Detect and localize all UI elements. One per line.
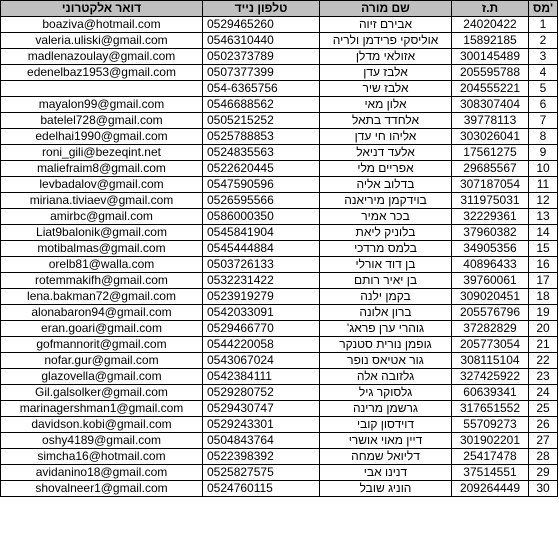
cell-id[interactable]: 308307404	[452, 97, 529, 113]
cell-email[interactable]: nofar.gur@gmail.com	[1, 353, 203, 369]
cell-phone[interactable]: 0545841904	[203, 225, 320, 241]
table-row	[1, 177, 558, 193]
cell-name[interactable]: דוידסון קובי	[320, 417, 452, 433]
cell-email[interactable]: maliefraim8@gmail.com	[1, 161, 203, 177]
cell-name[interactable]: אלבז עדן	[320, 65, 452, 81]
cell-name[interactable]: דנינו אבי	[320, 465, 452, 481]
table-row	[1, 193, 558, 209]
cell-num[interactable]: 25	[529, 401, 558, 417]
table-row	[1, 433, 558, 449]
cell-id[interactable]: 308115104	[452, 353, 529, 369]
cell-num[interactable]: 20	[529, 321, 558, 337]
table-row	[1, 225, 558, 241]
cell-id[interactable]: 300145489	[452, 49, 529, 65]
cell-phone[interactable]: 0525827575	[203, 465, 320, 481]
header-num[interactable]: מס'	[529, 1, 558, 17]
table-row	[1, 209, 558, 225]
cell-num[interactable]: 5	[529, 81, 558, 97]
cell-phone[interactable]: 0544220058	[203, 337, 320, 353]
cell-phone[interactable]: 0526595566	[203, 193, 320, 209]
table-row	[1, 337, 558, 353]
cell-id[interactable]: 55709273	[452, 417, 529, 433]
cell-name[interactable]: דיין מאוי אושרי	[320, 433, 452, 449]
table-row	[1, 65, 558, 81]
cell-email[interactable]: levbadalov@gmail.com	[1, 177, 203, 193]
cell-id[interactable]: 37960382	[452, 225, 529, 241]
cell-id[interactable]: 301902201	[452, 433, 529, 449]
cell-num[interactable]: 30	[529, 481, 558, 497]
table-row	[1, 49, 558, 65]
table-row	[1, 369, 558, 385]
cell-name[interactable]: גלסוקר גיל	[320, 385, 452, 401]
cell-name[interactable]: ברון אלונה	[320, 305, 452, 321]
cell-name[interactable]: בוידקמן מיריאנה	[320, 193, 452, 209]
cell-email[interactable]: edelhai1990@gmail.com	[1, 129, 203, 145]
cell-email[interactable]: shovalneer1@gmail.com	[1, 481, 203, 497]
table-row	[1, 161, 558, 177]
cell-num[interactable]: 9	[529, 145, 558, 161]
cell-num[interactable]: 11	[529, 177, 558, 193]
table-row	[1, 33, 558, 49]
table-row	[1, 481, 558, 497]
table-row	[1, 289, 558, 305]
cell-id[interactable]: 37514551	[452, 465, 529, 481]
cell-id[interactable]: 205595788	[452, 65, 529, 81]
header-name[interactable]: שם מורה	[320, 1, 452, 17]
cell-name[interactable]: בן יאיר רותם	[320, 273, 452, 289]
cell-name[interactable]: אבירם זיוה	[320, 17, 452, 33]
cell-num[interactable]: 26	[529, 417, 558, 433]
cell-phone[interactable]: 0502373789	[203, 49, 320, 65]
cell-id[interactable]: 37282829	[452, 321, 529, 337]
cell-num[interactable]: 10	[529, 161, 558, 177]
cell-email[interactable]: madlenazoulay@gmail.com	[1, 49, 203, 65]
header-phone[interactable]: טלפון נייד	[203, 1, 320, 17]
cell-name[interactable]: אוליסקי פרידמן ולריה	[320, 33, 452, 49]
cell-phone[interactable]: 0529465260	[203, 17, 320, 33]
table-row	[1, 465, 558, 481]
cell-email[interactable]: gofmannorit@gmail.com	[1, 337, 203, 353]
cell-id[interactable]: 40896433	[452, 257, 529, 273]
table-row	[1, 417, 558, 433]
table-row	[1, 113, 558, 129]
cell-id[interactable]: 24020422	[452, 17, 529, 33]
cell-phone[interactable]: 0542033091	[203, 305, 320, 321]
cell-email[interactable]: miriana.tiviaev@gmail.com	[1, 193, 203, 209]
cell-num[interactable]: 2	[529, 33, 558, 49]
cell-name[interactable]: אפריים מלי	[320, 161, 452, 177]
cell-email[interactable]: boaziva@hotmail.com	[1, 17, 203, 33]
cell-phone[interactable]: 0546310440	[203, 33, 320, 49]
table-row	[1, 449, 558, 465]
cell-phone[interactable]: 0523919279	[203, 289, 320, 305]
cell-phone[interactable]: 0529430747	[203, 401, 320, 417]
table-row	[1, 385, 558, 401]
cell-phone[interactable]: 0507377399	[203, 65, 320, 81]
cell-id[interactable]: 204555221	[452, 81, 529, 97]
cell-id[interactable]: 17561275	[452, 145, 529, 161]
cell-email[interactable]: oshy4189@gmail.com	[1, 433, 203, 449]
cell-num[interactable]: 28	[529, 449, 558, 465]
cell-num[interactable]: 24	[529, 385, 558, 401]
cell-phone[interactable]: 0505215252	[203, 113, 320, 129]
table-row	[1, 257, 558, 273]
table-row	[1, 17, 558, 33]
cell-num[interactable]: 17	[529, 273, 558, 289]
cell-num[interactable]: 29	[529, 465, 558, 481]
cell-id[interactable]: 15892185	[452, 33, 529, 49]
cell-phone[interactable]: 0524835563	[203, 145, 320, 161]
cell-id[interactable]: 39760061	[452, 273, 529, 289]
cell-num[interactable]: 7	[529, 113, 558, 129]
table-row	[1, 81, 558, 97]
cell-name[interactable]: בדלוב אליה	[320, 177, 452, 193]
cell-name[interactable]: בלמס מרדכי	[320, 241, 452, 257]
cell-email[interactable]: edenelbaz1953@gmail.com	[1, 65, 203, 81]
cell-name[interactable]: אליהו חי עדן	[320, 129, 452, 145]
cell-email[interactable]: motibalmas@gmail.com	[1, 241, 203, 257]
cell-email[interactable]: glazovella@gmail.com	[1, 369, 203, 385]
cell-id[interactable]: 209264449	[452, 481, 529, 497]
cell-email[interactable]	[1, 81, 203, 97]
cell-num[interactable]: 15	[529, 241, 558, 257]
cell-num[interactable]: 16	[529, 257, 558, 273]
cell-email[interactable]: eran.goari@gmail.com	[1, 321, 203, 337]
cell-phone[interactable]: 0529280752	[203, 385, 320, 401]
cell-email[interactable]: batelel728@gmail.com	[1, 113, 203, 129]
cell-phone[interactable]: 054-6365756	[203, 81, 320, 97]
cell-phone[interactable]: 0547590596	[203, 177, 320, 193]
cell-name[interactable]: בלוניק ליאת	[320, 225, 452, 241]
cell-phone[interactable]: 0542384111	[203, 369, 320, 385]
cell-num[interactable]: 3	[529, 49, 558, 65]
cell-name[interactable]: בכר אמיר	[320, 209, 452, 225]
cell-name[interactable]: גופמן נורית סטנקר	[320, 337, 452, 353]
table-row	[1, 305, 558, 321]
cell-num[interactable]: 1	[529, 17, 558, 33]
table-row	[1, 353, 558, 369]
cell-name[interactable]: דליואל שמחה	[320, 449, 452, 465]
cell-id[interactable]: 60639341	[452, 385, 529, 401]
cell-phone[interactable]: 0529243301	[203, 417, 320, 433]
cell-phone[interactable]: 0586000350	[203, 209, 320, 225]
table-row	[1, 97, 558, 113]
header-email[interactable]: דואר אלקטרוני	[1, 1, 203, 17]
cell-id[interactable]: 29685567	[452, 161, 529, 177]
table-row	[1, 129, 558, 145]
cell-name[interactable]: אלחדד בתאל	[320, 113, 452, 129]
table-row	[1, 273, 558, 289]
header-row	[1, 1, 558, 17]
cell-id[interactable]: 32229361	[452, 209, 529, 225]
table-row	[1, 401, 558, 417]
cell-email[interactable]: amirbc@gmail.com	[1, 209, 203, 225]
cell-name[interactable]: בקמן ילנה	[320, 289, 452, 305]
header-id[interactable]: ת.ז	[452, 1, 529, 17]
cell-id[interactable]: 25417478	[452, 449, 529, 465]
cell-email[interactable]: roni_gili@bezeqint.net	[1, 145, 203, 161]
cell-num[interactable]: 13	[529, 209, 558, 225]
cell-name[interactable]: אלעד דניאל	[320, 145, 452, 161]
cell-name[interactable]: גוהרי ערן פראג'	[320, 321, 452, 337]
cell-id[interactable]: 205773054	[452, 337, 529, 353]
cell-name[interactable]: בן דוד אורלי	[320, 257, 452, 273]
cell-email[interactable]: valeria.uliski@gmail.com	[1, 33, 203, 49]
cell-email[interactable]: davidson.kobi@gmail.com	[1, 417, 203, 433]
cell-num[interactable]: 23	[529, 369, 558, 385]
cell-id[interactable]: 309020451	[452, 289, 529, 305]
cell-num[interactable]: 12	[529, 193, 558, 209]
cell-phone[interactable]: 0529466770	[203, 321, 320, 337]
cell-email[interactable]: Gil.galsolker@gmail.com	[1, 385, 203, 401]
cell-phone[interactable]: 0524760115	[203, 481, 320, 497]
cell-email[interactable]: marinagershman1@gmail.com	[1, 401, 203, 417]
cell-num[interactable]: 14	[529, 225, 558, 241]
cell-name[interactable]: אלון מאי	[320, 97, 452, 113]
cell-email[interactable]: mayalon99@gmail.com	[1, 97, 203, 113]
cell-phone[interactable]: 0522398392	[203, 449, 320, 465]
cell-phone[interactable]: 0504843764	[203, 433, 320, 449]
cell-id[interactable]: 205576796	[452, 305, 529, 321]
cell-num[interactable]: 21	[529, 337, 558, 353]
cell-email[interactable]: simcha16@hotmail.com	[1, 449, 203, 465]
table-row	[1, 241, 558, 257]
cell-email[interactable]: alonabaron94@gmail.com	[1, 305, 203, 321]
cell-name[interactable]: גלזובה אלה	[320, 369, 452, 385]
cell-id[interactable]: 34905356	[452, 241, 529, 257]
cell-id[interactable]: 317651552	[452, 401, 529, 417]
cell-email[interactable]: avidanino18@gmail.com	[1, 465, 203, 481]
cell-num[interactable]: 6	[529, 97, 558, 113]
cell-phone[interactable]: 0525788853	[203, 129, 320, 145]
cell-num[interactable]: 22	[529, 353, 558, 369]
cell-name[interactable]: הוניג שובל	[320, 481, 452, 497]
cell-phone[interactable]: 0503726133	[203, 257, 320, 273]
cell-phone[interactable]: 0522620445	[203, 161, 320, 177]
cell-phone[interactable]: 0546688562	[203, 97, 320, 113]
cell-id[interactable]: 327425922	[452, 369, 529, 385]
cell-name[interactable]: אזולאי מדלן	[320, 49, 452, 65]
cell-email[interactable]: rotemmakifh@gmail.com	[1, 273, 203, 289]
cell-name[interactable]: אלבז שיר	[320, 81, 452, 97]
cell-email[interactable]: Liat9balonik@gmail.com	[1, 225, 203, 241]
cell-name[interactable]: גור אטיאס נופר	[320, 353, 452, 369]
cell-id[interactable]: 303026041	[452, 129, 529, 145]
cell-phone[interactable]: 0545444884	[203, 241, 320, 257]
cell-phone[interactable]: 0532231422	[203, 273, 320, 289]
cell-id[interactable]: 39778113	[452, 113, 529, 129]
cell-phone[interactable]: 0543067024	[203, 353, 320, 369]
table-row	[1, 145, 558, 161]
cell-id[interactable]: 311975031	[452, 193, 529, 209]
cell-num[interactable]: 27	[529, 433, 558, 449]
cell-email[interactable]: orelb81@walla.com	[1, 257, 203, 273]
cell-num[interactable]: 19	[529, 305, 558, 321]
cell-name[interactable]: גרשמן מרינה	[320, 401, 452, 417]
cell-num[interactable]: 8	[529, 129, 558, 145]
cell-num[interactable]: 4	[529, 65, 558, 81]
cell-id[interactable]: 307187054	[452, 177, 529, 193]
table-row	[1, 321, 558, 337]
cell-email[interactable]: lena.bakman72@gmail.com	[1, 289, 203, 305]
cell-num[interactable]: 18	[529, 289, 558, 305]
